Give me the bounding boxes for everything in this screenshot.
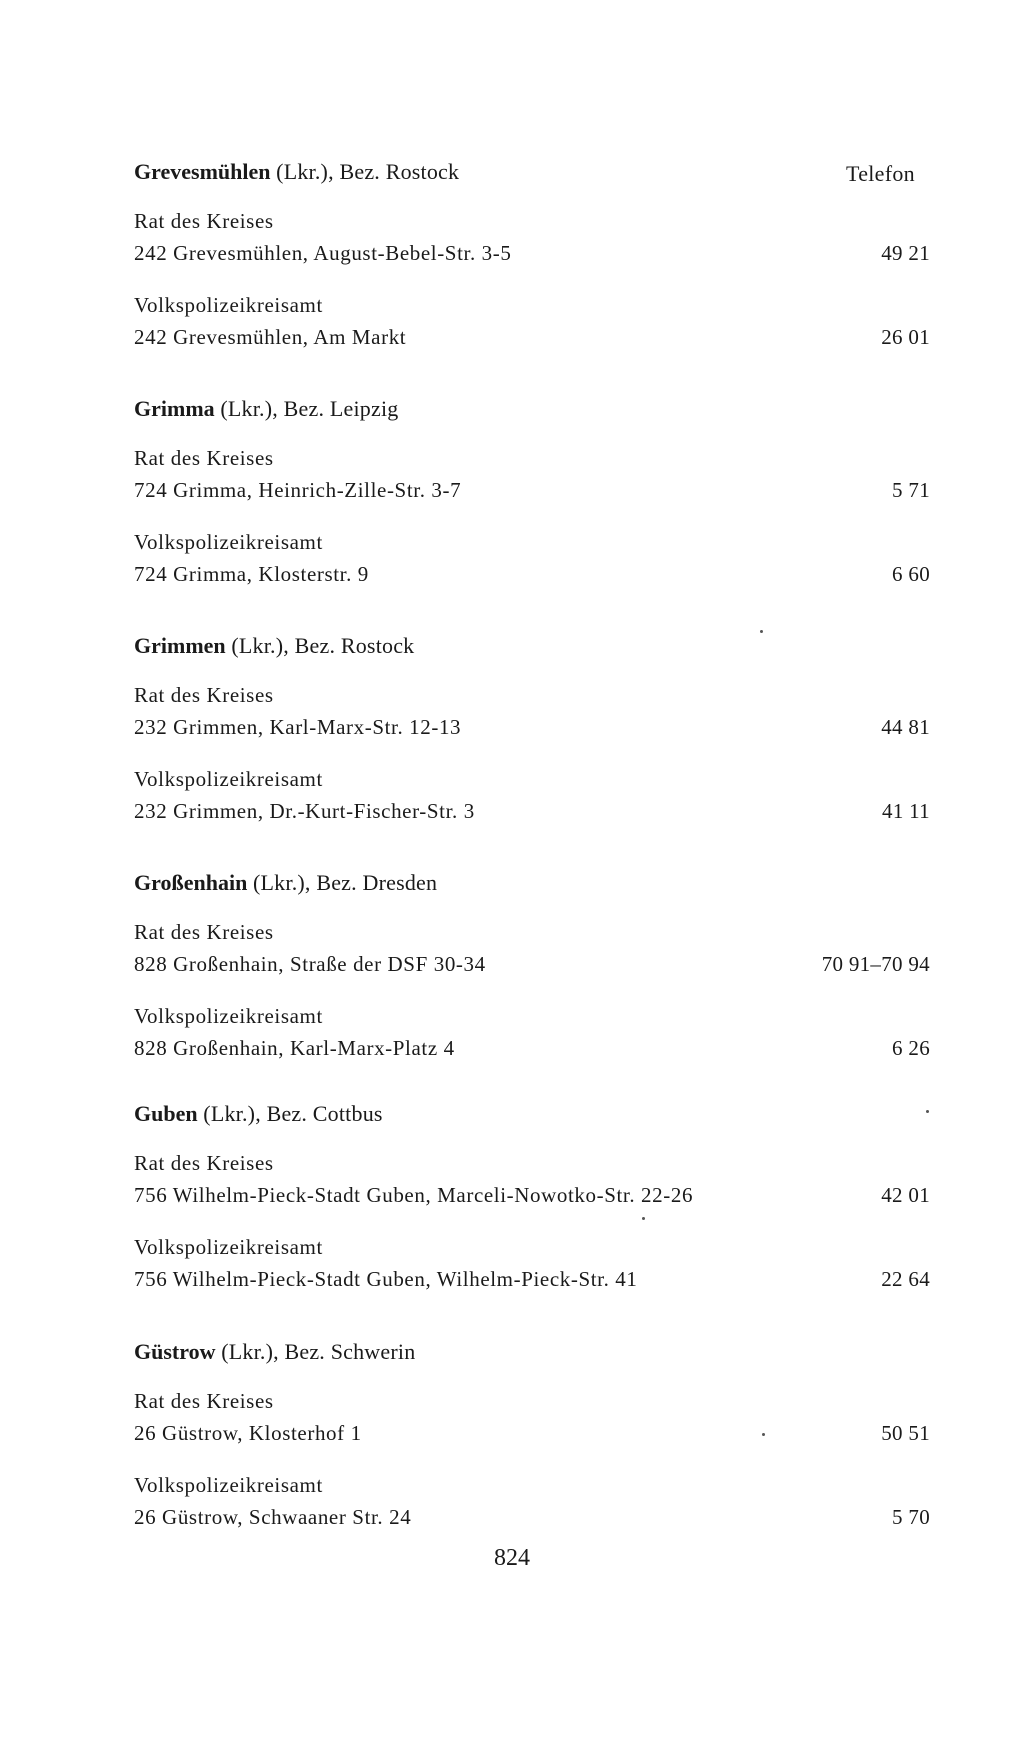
office-address: 26 Güstrow, Klosterhof 1 [134, 1421, 362, 1445]
office-address-row [134, 474, 930, 506]
office-address: 724 Grimma, Klosterstr. 9 [134, 562, 369, 586]
office-name: Rat des Kreises [134, 1151, 274, 1175]
office-address-row [134, 1263, 930, 1295]
district-title [134, 159, 930, 185]
district-name: Großenhain [134, 870, 248, 895]
district-entry [134, 870, 930, 1064]
scan-speck [760, 630, 763, 633]
office-address: 724 Grimma, Heinrich-Zille-Str. 3-7 [134, 478, 462, 502]
district-suffix: (Lkr.), Bez. Dresden [247, 870, 438, 895]
office-address-row [134, 711, 930, 743]
office-address-row [134, 1179, 930, 1211]
office-name: Volkspolizeikreisamt [134, 1004, 323, 1028]
office-name: Volkspolizeikreisamt [134, 530, 323, 554]
office-phone: 70 91–70 94 [821, 952, 930, 976]
office-entry [134, 916, 930, 980]
office-phone: 22 64 [881, 1267, 930, 1291]
district-suffix: (Lkr.), Bez. Leipzig [214, 396, 399, 421]
page-number: 824 [494, 1545, 530, 1571]
office-address-row [134, 237, 930, 269]
district-entry [134, 633, 930, 827]
office-name: Volkspolizeikreisamt [134, 293, 323, 317]
district-entry [134, 1101, 930, 1295]
office-address: 232 Grimmen, Karl-Marx-Str. 12-13 [134, 715, 462, 739]
office-address-row [134, 321, 930, 353]
scan-speck [926, 1110, 929, 1113]
office-phone: 42 01 [881, 1183, 930, 1207]
office-name: Volkspolizeikreisamt [134, 767, 323, 791]
office-entry [134, 1000, 930, 1064]
office-entry [134, 442, 930, 506]
district-name: Grimmen [134, 633, 226, 658]
office-entry [134, 526, 930, 590]
office-address: 756 Wilhelm-Pieck-Stadt Guben, Wilhelm-Pieck-Str. 41 [134, 1267, 638, 1291]
office-address-row [134, 1417, 930, 1449]
scan-speck [642, 1217, 645, 1220]
office-entry [134, 205, 930, 269]
district-title [134, 1339, 930, 1365]
office-name: Rat des Kreises [134, 920, 274, 944]
office-address-row [134, 1032, 930, 1064]
district-suffix: (Lkr.), Bez. Rostock [225, 633, 415, 658]
scan-speck [762, 1433, 765, 1436]
office-phone: 6 26 [892, 1036, 930, 1060]
office-address-row [134, 948, 930, 980]
office-entry [134, 763, 930, 827]
office-entry [134, 289, 930, 353]
office-address: 232 Grimmen, Dr.-Kurt-Fischer-Str. 3 [134, 799, 475, 823]
district-name: Guben [134, 1101, 198, 1126]
district-title [134, 870, 930, 896]
office-phone: 50 51 [881, 1421, 930, 1445]
district-title [134, 396, 930, 422]
office-phone: 6 60 [892, 562, 930, 586]
district-name: Güstrow [134, 1339, 216, 1364]
office-entry [134, 679, 930, 743]
office-entry [134, 1231, 930, 1295]
district-name: Grimma [134, 396, 215, 421]
office-address: 828 Großenhain, Straße der DSF 30-34 [134, 952, 486, 976]
office-address: 828 Großenhain, Karl-Marx-Platz 4 [134, 1036, 455, 1060]
district-title [134, 633, 930, 659]
office-address-row [134, 558, 930, 590]
office-entry [134, 1469, 930, 1533]
district-title [134, 1101, 930, 1127]
office-name: Volkspolizeikreisamt [134, 1473, 323, 1497]
district-suffix: (Lkr.), Bez. Cottbus [197, 1101, 383, 1126]
district-suffix: (Lkr.), Bez. Schwerin [215, 1339, 416, 1364]
district-suffix: (Lkr.), Bez. Rostock [270, 159, 460, 184]
office-address: 242 Grevesmühlen, August-Bebel-Str. 3-5 [134, 241, 512, 265]
office-name: Rat des Kreises [134, 209, 274, 233]
office-name: Rat des Kreises [134, 683, 274, 707]
office-phone: 49 21 [881, 241, 930, 265]
district-name: Grevesmühlen [134, 159, 271, 184]
office-address: 756 Wilhelm-Pieck-Stadt Guben, Marceli-Nowotko-Str. 22-26 [134, 1183, 694, 1207]
office-entry [134, 1147, 930, 1211]
office-phone: 44 81 [881, 715, 930, 739]
office-phone: 5 70 [892, 1505, 930, 1529]
district-entry [134, 1339, 930, 1533]
district-entry [134, 159, 930, 353]
office-phone: 41 11 [882, 799, 930, 823]
office-entry [134, 1385, 930, 1449]
office-name: Rat des Kreises [134, 446, 274, 470]
office-address: 242 Grevesmühlen, Am Markt [134, 325, 407, 349]
office-name: Volkspolizeikreisamt [134, 1235, 323, 1259]
office-address-row [134, 795, 930, 827]
office-address: 26 Güstrow, Schwaaner Str. 24 [134, 1505, 412, 1529]
telefon-column-header: Telefon [846, 161, 915, 186]
office-address-row [134, 1501, 930, 1533]
office-name: Rat des Kreises [134, 1389, 274, 1413]
district-entry [134, 396, 930, 590]
office-phone: 5 71 [892, 478, 930, 502]
office-phone: 26 01 [881, 325, 930, 349]
